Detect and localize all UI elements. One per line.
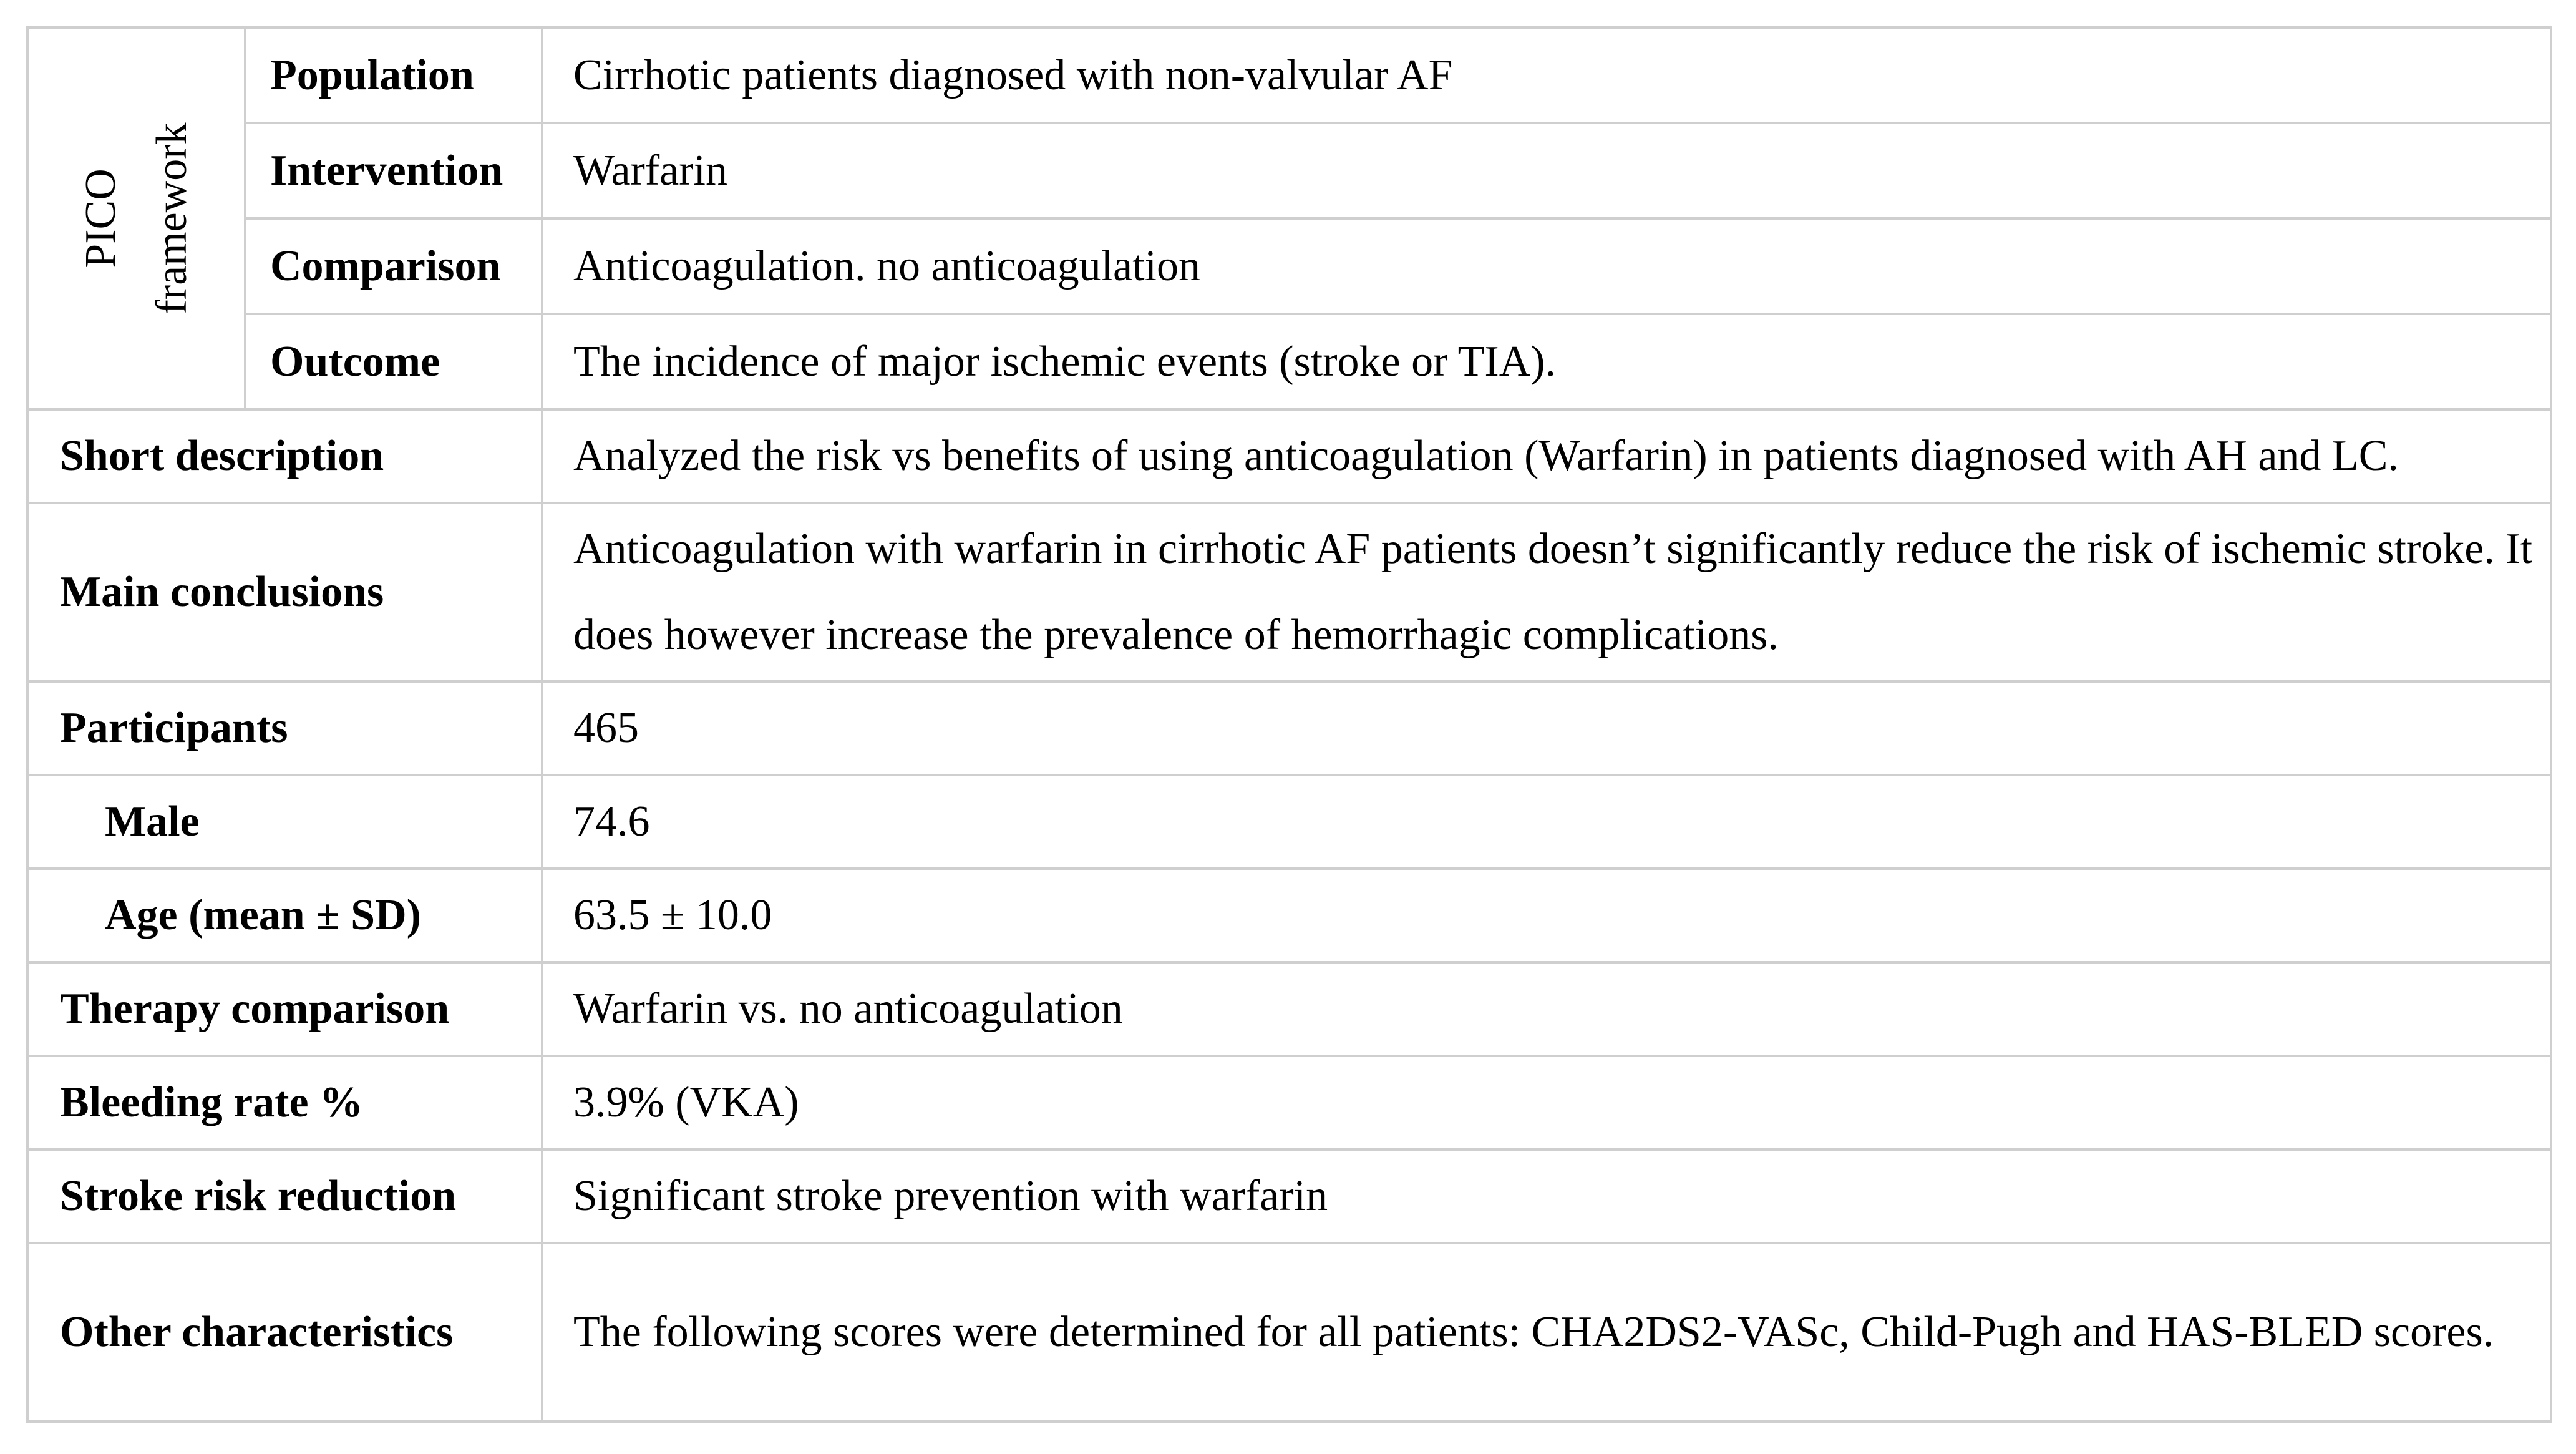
main-conclusions-value: Anticoagulation with warfarin in cirrhotic AF patients doesn’t significantly reduce the risk of ischemic stroke. It does however increase the prevalence of hemorrhagic complications. [542,503,2551,681]
pico-framework-label: PICO framework [76,122,196,315]
comparison-value: Anticoagulation. no anticoagulation [542,218,2551,314]
therapy-comparison-value: Warfarin vs. no anticoagulation [542,962,2551,1056]
table-row-population [27,27,2551,123]
table-row-therapy-comparison [27,962,2551,1056]
bleeding-rate-label: Bleeding rate % [27,1056,542,1149]
intervention-value: Warfarin [542,123,2551,218]
therapy-comparison-label: Therapy comparison [27,962,542,1056]
stroke-risk-reduction-value: Significant stroke prevention with warfarin [542,1149,2551,1243]
participants-label: Participants [27,681,542,775]
table-row-male [27,775,2551,869]
stroke-risk-reduction-label: Stroke risk reduction [27,1149,542,1243]
age-label: Age (mean ± SD) [27,869,542,962]
male-label: Male [27,775,542,869]
table-row-comparison [27,218,2551,314]
bleeding-rate-value: 3.9% (VKA) [542,1056,2551,1149]
table-row-other-characteristics [27,1243,2551,1422]
table-row-age [27,869,2551,962]
outcome-value: The incidence of major ischemic events (stroke or TIA). [542,314,2551,409]
short-description-value: Analyzed the risk vs benefits of using anticoagulation (Warfarin) in patients diagnosed with AH and LC. [542,409,2551,503]
population-label: Population [245,27,542,123]
main-conclusions-label: Main conclusions [27,503,542,681]
short-description-label: Short description [27,409,542,503]
participants-value: 465 [542,681,2551,775]
table-row-bleeding-rate [27,1056,2551,1149]
other-characteristics-value: The following scores were determined for all patients: CHA2DS2-VASc, Child-Pugh and HAS-BLED scores. [542,1243,2551,1422]
study-summary-table [26,26,2552,1423]
population-value: Cirrhotic patients diagnosed with non-valvular AF [542,27,2551,123]
comparison-label: Comparison [245,218,542,314]
table-row-intervention [27,123,2551,218]
other-characteristics-label: Other characteristics [27,1243,542,1422]
intervention-label: Intervention [245,123,542,218]
age-value: 63.5 ± 10.0 [542,869,2551,962]
male-value: 74.6 [542,775,2551,869]
table-row-short-description [27,409,2551,503]
table-row-participants [27,681,2551,775]
table-row-stroke-risk-reduction [27,1149,2551,1243]
table-row-outcome [27,314,2551,409]
pico-framework-cell [27,27,245,409]
outcome-label: Outcome [245,314,542,409]
table-row-main-conclusions [27,503,2551,681]
